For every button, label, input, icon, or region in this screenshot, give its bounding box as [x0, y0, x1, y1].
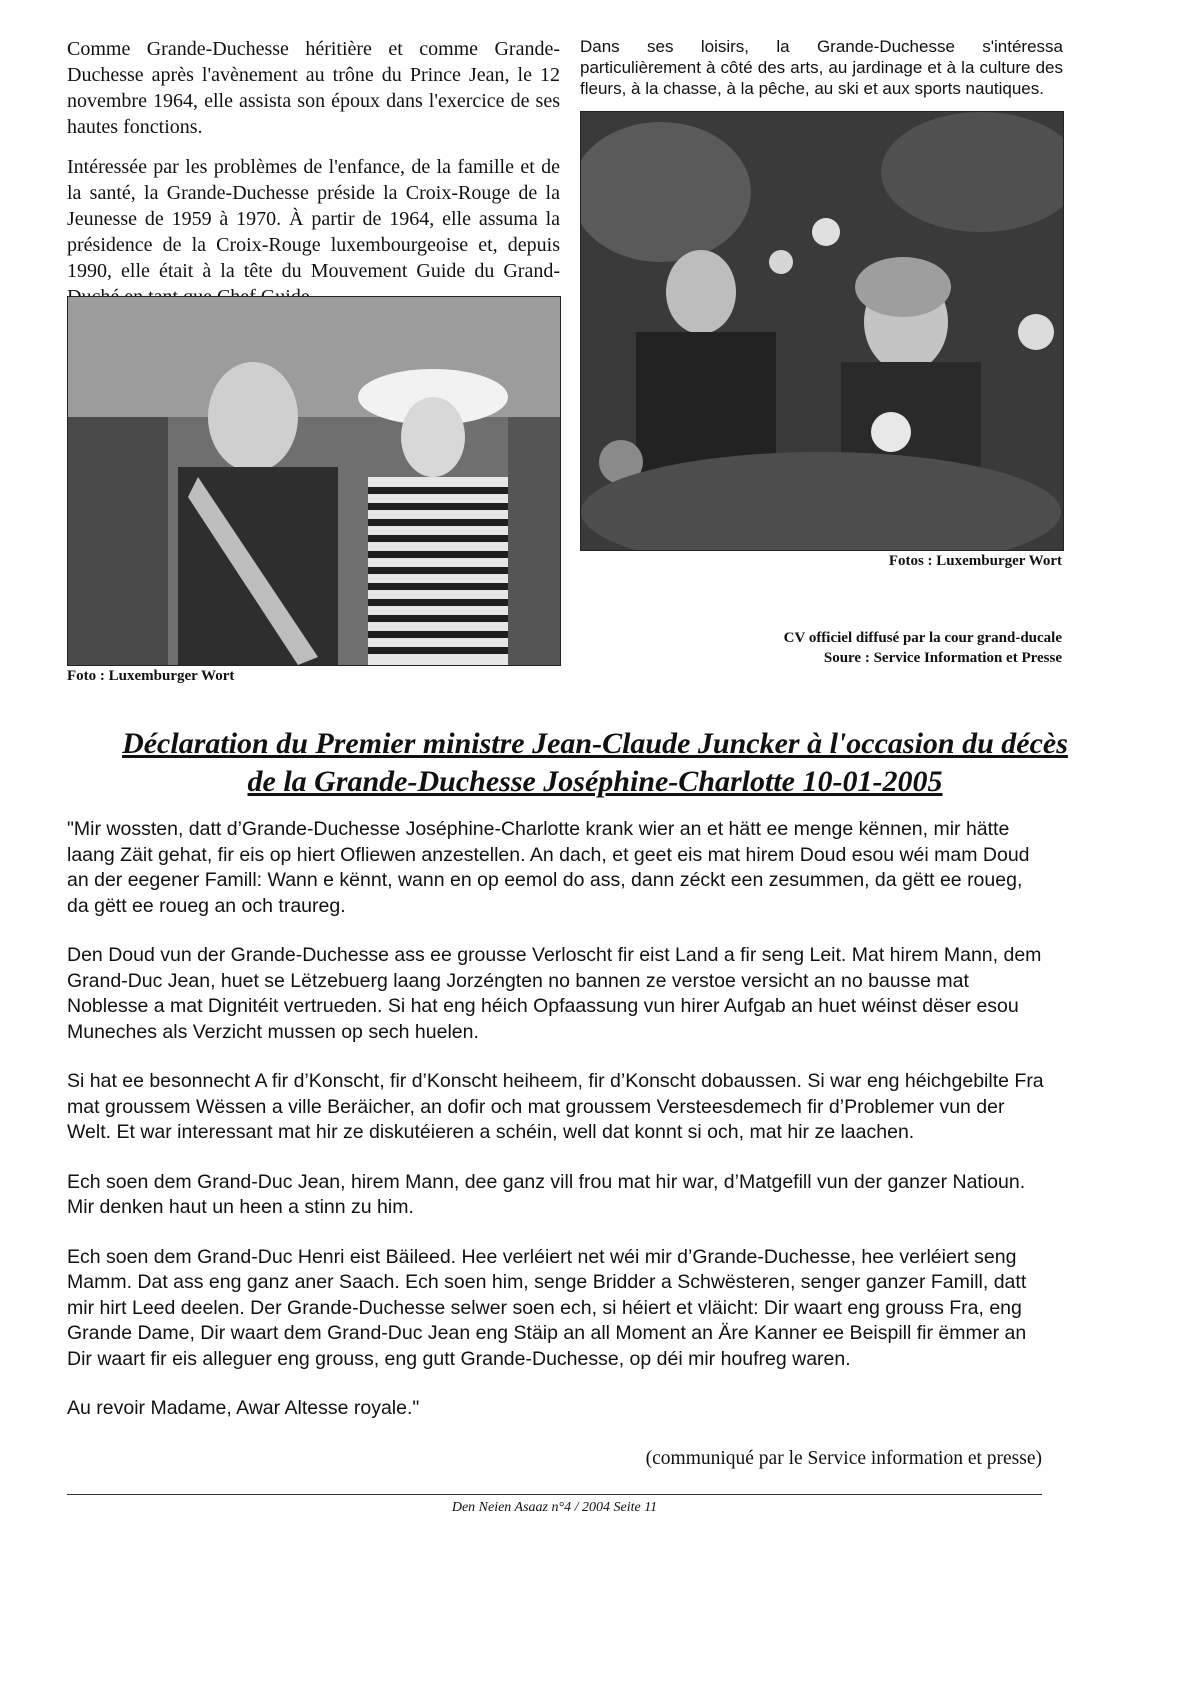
declaration-attribution: (communiqué par le Service information et presse)	[645, 1448, 1042, 1469]
declaration-paragraph-6: Au revoir Madame, Awar Altesse royale."	[67, 1397, 420, 1419]
photo-garden	[580, 111, 1064, 551]
declaration-title-line-2: de la Grande-Duchesse Joséphine-Charlotte 10-01-2005	[247, 765, 943, 798]
declaration-heading	[60, 725, 1130, 801]
declaration-paragraph-4: Ech soen dem Grand-Duc Jean, hirem Mann, dee ganz vill frou mat hir war, d’Matgefill vun der ganzer Natioun. Mir denken haut un heen a stinn zu him.	[67, 1170, 1026, 1218]
source-line-2: Soure : Service Information et Presse	[823, 650, 1062, 666]
footer-text: Den Neien Asaaz n°4 / 2004 Seite 11	[451, 1500, 658, 1515]
photo-ceremony-image	[68, 297, 560, 665]
declaration-paragraph-3: Si hat ee besonnecht A fir d’Konscht, fir d’Konscht heiheem, fir d’Konscht dobaussen. Si war eng héichgebilte Fra mat groussem Wëssen a ville Beräicher, an dofir och mat groussem Versteesdemech fir d’Problemer vun der Welt. Et war interessant mat hir ze diskutéieren a schéin, well dat konnt si och, mat hir ze laachen.	[67, 1070, 1044, 1143]
declaration-paragraph-5: Ech soen dem Grand-Duc Henri eist Bäileed. Hee verléiert net wéi mir d’Grande-Duchesse, hee verléiert seng Mamm. Dat ass eng ganz aner Saach. Ech soen him, senge Bridder a Schwësteren, senger ganzer Famill, datt mir hirt Leed deelen. Der Grande-Duchesse selwer soen ech, si héiert et vläicht: Dir waart eng grouss Fra, eng Grande Dame, Dir waart dem Grand-Duc Jean eng Stäip an all Moment an Äre Kanner ee Beispill fir ëmmer an Dir waart fir eis alleguer eng grouss, eng gutt Grande-Duchesse, op déi mir houfreg waren.	[67, 1245, 1027, 1370]
declaration-title-line-1: Déclaration du Premier ministre Jean-Claude Juncker à l'occasion du décès	[122, 727, 1068, 760]
source-line-1: CV officiel diffusé par la cour grand-ducale	[783, 630, 1062, 646]
left-column-text	[67, 36, 560, 310]
photo-ceremony	[67, 296, 561, 666]
declaration-paragraph-1: "Mir wossten, datt d’Grande-Duchesse Joséphine-Charlotte krank wier an et hätt ee menge kënnen, mir hätte laang Zäit gehat, fir eis op hiert Ofliewen anzestellen. An dach, et geet eis mat hirem Doud esou wéi mam Doud an der eegener Famill: Wann e kënnt, wann en op eemol do ass, dann zéckt een zesummen, da gëtt ee roueg, da gëtt ee roueg an och traureg.	[67, 818, 1030, 917]
right-paragraph: Dans ses loisirs, la Grande-Duchesse s'intéressa particulièrement à côté des arts, au jardinage et à la culture des fleurs, à la chasse, à la pêche, au ski et aux sports nautiques.	[580, 37, 1063, 98]
footer-rule	[67, 1494, 1042, 1495]
left-paragraph-1: Comme Grande-Duchesse héritière et comme Grande-Duchesse après l'avènement au trône du Prince Jean, le 12 novembre 1964, elle assista son époux dans l'exercice de ses hautes fonctions.	[67, 38, 560, 138]
left-photo-caption: Foto : Luxemburger Wort	[67, 668, 235, 684]
declaration-paragraph-2: Den Doud vun der Grande-Duchesse ass ee grousse Verloscht fir eist Land a fir seng Leit. Mat hirem Mann, dem Grand-Duc Jean, huet se Lëtzebuerg laang Jorzéngten no bannen ze verstoe versicht an no bausse mat Noblesse a mat Dignitéit vertrueden. Si hat eng héich Opfaassung vun hirer Aufgab an huet wéinst dëser esou Muneches als Verzicht mussen op sech huelen.	[67, 944, 1042, 1043]
left-paragraph-2: Intéressée par les problèmes de l'enfance, de la famille et de la santé, la Grande-Duchesse préside la Croix-Rouge de la Jeunesse de 1959 à 1970. À partir de 1964, elle assuma la présidence de la Croix-Rouge luxembourgeoise et, depuis 1990, elle était à la tête du Mouvement Guide du Grand-	[67, 156, 560, 282]
photo-garden-image	[581, 112, 1063, 550]
declaration-body	[67, 817, 1047, 1446]
right-photo-caption: Fotos : Luxemburger Wort	[888, 553, 1062, 569]
